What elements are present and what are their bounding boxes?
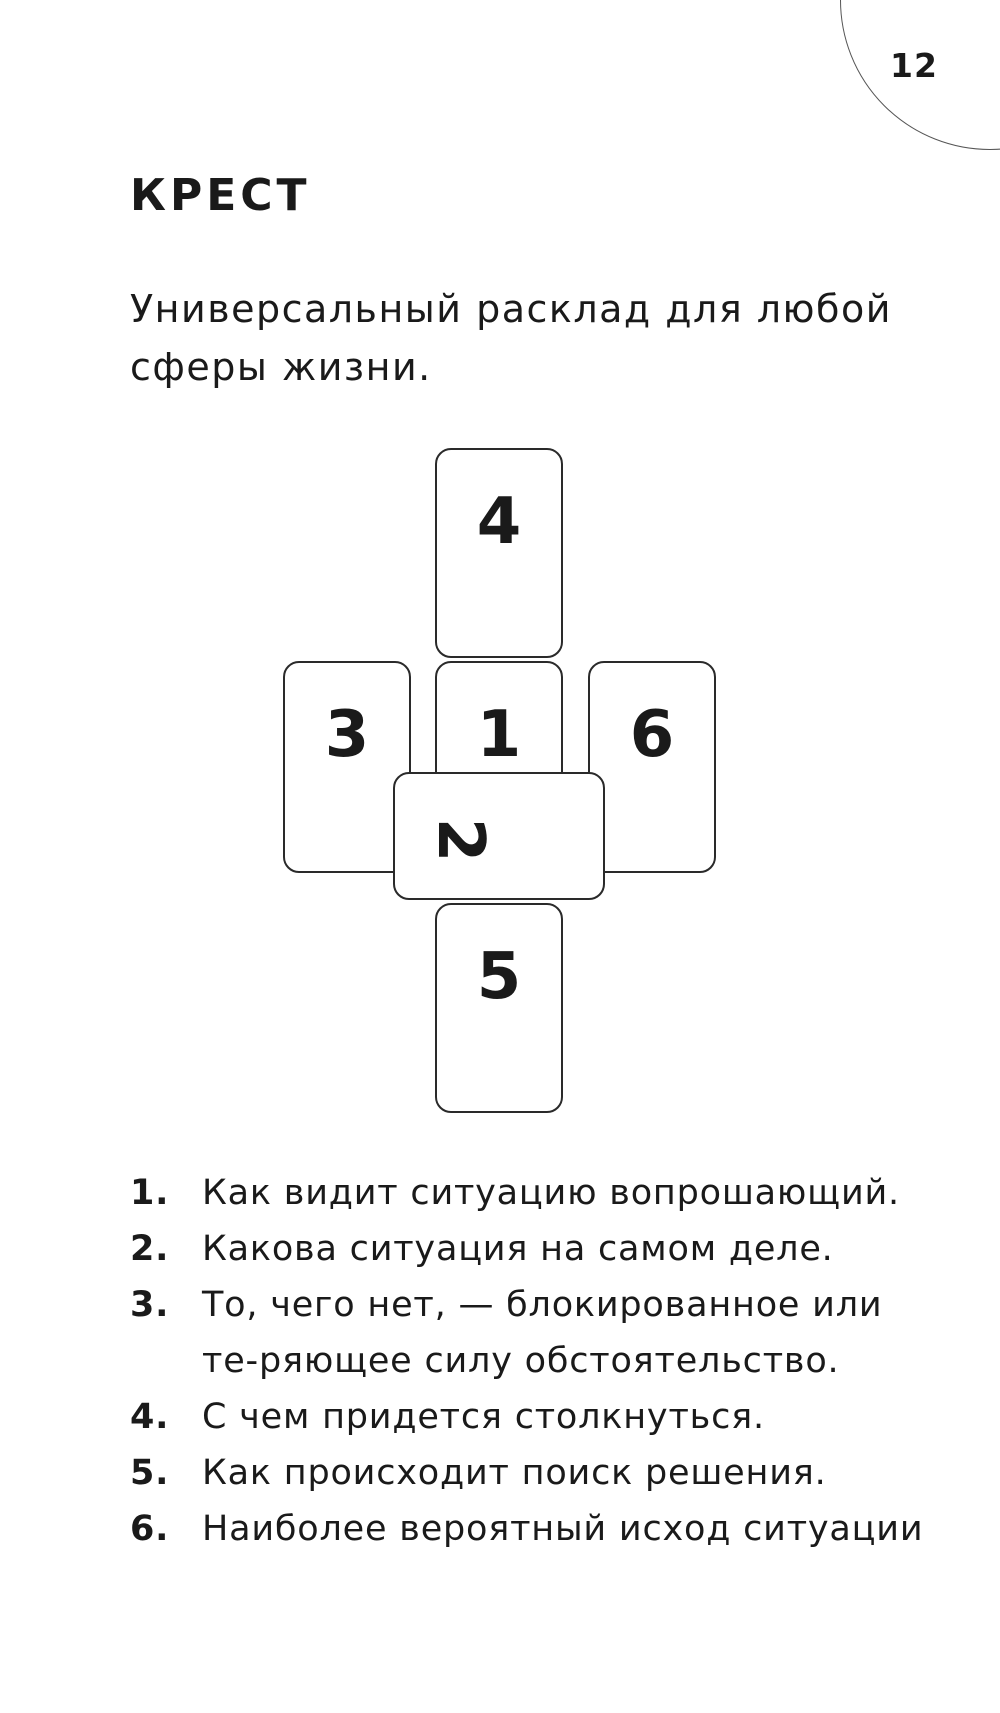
list-item [130, 1221, 950, 1277]
card-4-label: 4 [476, 485, 522, 559]
card-3 [283, 661, 411, 873]
card-3-label: 3 [324, 698, 370, 772]
list-item-number: 4. [130, 1397, 170, 1437]
card-2-label: 2 [423, 817, 497, 863]
positions-list [130, 1165, 950, 1557]
list-item [130, 1165, 950, 1221]
list-item-number: 6. [130, 1509, 170, 1549]
list-item [130, 1445, 950, 1501]
page-number: 12 [890, 46, 938, 85]
list-item-text: Как происходит поиск решения. [202, 1453, 827, 1493]
list-item [130, 1277, 950, 1389]
card-2 [393, 772, 605, 900]
card-6-label: 6 [629, 698, 675, 772]
list-item [130, 1501, 950, 1557]
list-item [130, 1389, 950, 1445]
list-item-number: 5. [130, 1453, 170, 1493]
list-item-text: Какова ситуация на самом деле. [202, 1229, 834, 1269]
list-item-number: 3. [130, 1285, 170, 1325]
card-6 [588, 661, 716, 873]
card-4 [435, 448, 563, 658]
list-item-text: С чем придется столкнуться. [202, 1397, 765, 1437]
list-item-text: Наиболее вероятный исход ситуации [202, 1509, 924, 1549]
card-1-label: 1 [476, 698, 522, 772]
card-5 [435, 903, 563, 1113]
list-item-number: 2. [130, 1229, 170, 1269]
intro-text: Универсальный расклад для любой сферы жизни. [130, 287, 892, 389]
list-item-number: 1. [130, 1173, 170, 1213]
page-title: КРЕСТ [130, 170, 311, 221]
list-item-text: То, чего нет, — блокированное или те-ряющее силу обстоятельство. [202, 1285, 883, 1381]
list-item-text: Как видит ситуацию вопрошающий. [202, 1173, 900, 1213]
card-5-label: 5 [476, 940, 522, 1014]
